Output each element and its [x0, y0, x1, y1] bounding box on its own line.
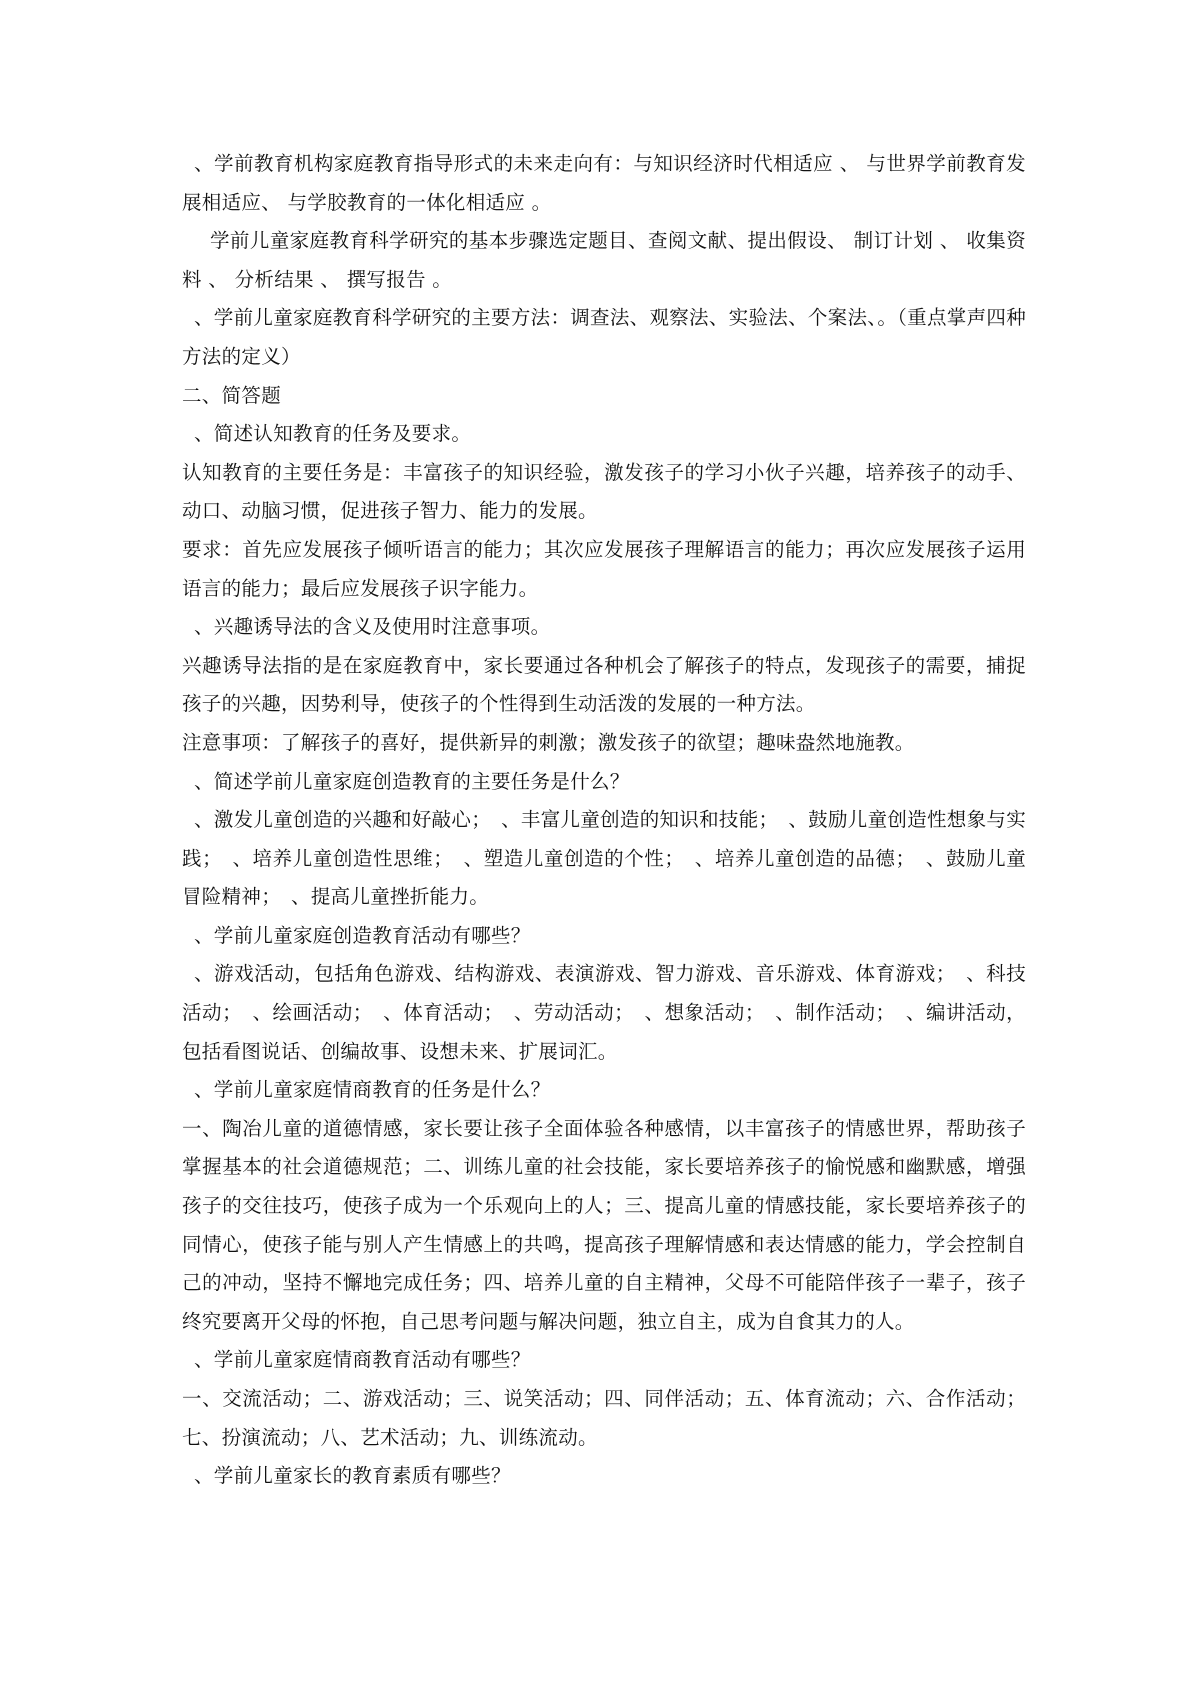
question-cognitive-education: 、简述认知教育的任务及要求。 [194, 422, 472, 446]
question-eq-activities: 、学前儿童家庭情商教育活动有哪些？ [194, 1348, 531, 1372]
answer-interest-notes: 注意事项：了解孩子的喜好，提供新异的刺激；激发孩子的欲望；趣味盎然地施教。 [182, 730, 915, 754]
answer-creative-tasks: 、激发儿童创造的兴趣和好敲心； 、丰富儿童创造的知识和技能； 、鼓励儿童创造性想象与实践； 、培养儿童创造性思维； 、塑造儿童创造的个性； 、培养儿童创造的品德； 、鼓励儿童冒险精神； 、提高儿童挫折能力。 [182, 808, 1026, 909]
question-interest-induction: 、兴趣诱导法的含义及使用时注意事项。 [194, 615, 551, 639]
paragraph-research-methods: 、学前儿童家庭教育科学研究的主要方法：调查法、观察法、实验法、个案法、。（重点掌声四种方法的定义） [182, 306, 1026, 368]
answer-cognitive-requirements: 要求：首先应发展孩子倾听语言的能力；其次应发展孩子理解语言的能力；再次应发展孩子运用语言的能力；最后应发展孩子识字能力。 [182, 537, 1026, 600]
question-eq-tasks: 、学前儿童家庭情商教育的任务是什么？ [194, 1078, 551, 1102]
question-creative-activities: 、学前儿童家庭创造教育活动有哪些？ [194, 923, 531, 947]
paragraph-guidance-trends: 、学前教育机构家庭教育指导形式的未来走向有：与知识经济时代相适应 、 与世界学前教育发展相适应、 与学胶教育的一体化相适应 。 [182, 152, 1026, 214]
answer-creative-activities: 、游戏活动，包括角色游戏、结构游戏、表演游戏、智力游戏、音乐游戏、体育游戏； 、科技活动； 、绘画活动； 、体育活动； 、劳动活动； 、想象活动； 、制作活动； 、编讲活动，包括看图说话、创编故事、设想未来、扩展词汇。 [182, 962, 1026, 1063]
answer-eq-tasks: 一、陶冶儿童的道德情感，家长要让孩子全面体验各种感情，以丰富孩子的情感世界，帮助孩子掌握基本的社会道德规范；二、训练儿童的社会技能，家长要培养孩子的愉悦感和幽默感，增强孩子的交往技巧，使孩子成为一个乐观向上的人；三、提高儿童的情感技能，家长要培养孩子的同情心，使孩子能与别人产生情感上的共鸣，提高孩子理解情感和表达情感的能力，学会控制自己的冲动，坚持不懈地完成任务；四、培养儿童的自主精神，父母不可能陪伴孩子一辈子，孩子终究要离开父母的怀抱，自己思考问题与解决问题，独立自主，成为自食其力的人。 [182, 1116, 1026, 1333]
answer-eq-activities: 一、交流活动；二、游戏活动；三、说笑活动；四、同伴活动；五、体育流动；六、合作活动；七、扮演流动；八、艺术活动；九、训练流动。 [182, 1387, 1026, 1449]
paragraph-research-steps: 学前儿童家庭教育科学研究的基本步骤选定题目、查阅文献、提出假设、 制订计划 、 收集资料 、 分析结果 、 撰写报告 。 [182, 229, 1026, 291]
answer-cognitive-tasks: 认知教育的主要任务是：丰富孩子的知识经验，激发孩子的学习小伙子兴趣，培养孩子的动手、动口、动脑习惯，促进孩子智力、能力的发展。 [182, 460, 1026, 523]
question-creative-tasks: 、简述学前儿童家庭创造教育的主要任务是什么？ [194, 769, 630, 793]
answer-interest-definition: 兴趣诱导法指的是在家庭教育中，家长要通过各种机会了解孩子的特点，发现孩子的需要，捕捉孩子的兴趣，因势利导，使孩子的个性得到生动活泼的发展的一种方法。 [182, 653, 1026, 716]
question-parent-qualities: 、学前儿童家长的教育素质有哪些？ [194, 1464, 511, 1488]
section-heading-short-answer: 二、简答题 [182, 383, 282, 407]
document-page [182, 145, 1026, 1496]
